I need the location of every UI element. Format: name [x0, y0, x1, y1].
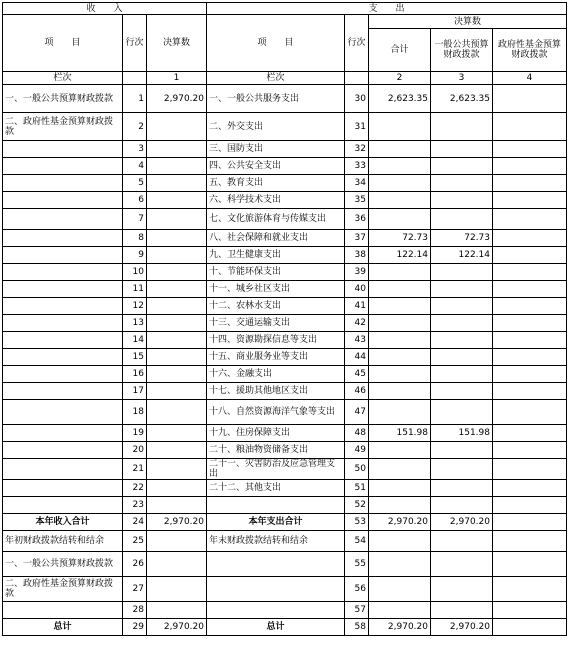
expenditure-item-cell: 十七、援助其他地区支出 [207, 383, 345, 400]
income-item-header: 项 目 [3, 15, 123, 72]
expenditure-line-cell: 33 [345, 158, 369, 175]
expenditure-line-cell: 44 [345, 349, 369, 366]
income-line-cell: 20 [123, 442, 147, 459]
expenditure-general-cell: 72.73 [431, 230, 493, 247]
income-line-cell: 13 [123, 315, 147, 332]
expenditure-fund-cell [493, 192, 567, 209]
expenditure-general-cell [431, 400, 493, 425]
expenditure-item-cell: 年末财政拨款结转和结余 [207, 531, 345, 552]
expenditure-fund-cell [493, 619, 567, 636]
income-item-cell [3, 425, 123, 442]
income-amount-cell [147, 264, 207, 281]
income-amount-cell: 2,970.20 [147, 85, 207, 113]
income-line-cell: 3 [123, 141, 147, 158]
expenditure-line-cell: 58 [345, 619, 369, 636]
expenditure-item-cell: 十八、自然资源海洋气象等支出 [207, 400, 345, 425]
income-item-cell [3, 315, 123, 332]
income-line-cell: 24 [123, 514, 147, 531]
income-amount-cell [147, 298, 207, 315]
expenditure-line-cell: 55 [345, 552, 369, 577]
column-index-row [3, 72, 567, 85]
expenditure-item-cell: 二、外交支出 [207, 113, 345, 141]
income-final-header: 决算数 [147, 15, 207, 72]
expenditure-general-cell [431, 332, 493, 349]
expenditure-item-cell: 十一、城乡社区支出 [207, 281, 345, 298]
expenditure-fund-cell [493, 400, 567, 425]
expenditure-item-cell: 四、公共安全支出 [207, 158, 345, 175]
expenditure-total-cell [369, 281, 431, 298]
expenditure-total-cell: 2,970.20 [369, 514, 431, 531]
expenditure-line-cell: 50 [345, 459, 369, 480]
income-amount-cell [147, 383, 207, 400]
expenditure-total-cell [369, 383, 431, 400]
income-item-cell [3, 366, 123, 383]
expenditure-total-cell [369, 315, 431, 332]
income-item-cell [3, 175, 123, 192]
expenditure-line-cell: 34 [345, 175, 369, 192]
expenditure-final-header: 决算数 [369, 15, 567, 29]
expenditure-item-cell [207, 577, 345, 602]
income-line-cell: 11 [123, 281, 147, 298]
table-row [3, 619, 567, 636]
expenditure-fund-cell [493, 315, 567, 332]
expenditure-general-cell [431, 298, 493, 315]
expenditure-total-cell [369, 264, 431, 281]
expenditure-line-cell: 56 [345, 577, 369, 602]
column-index-label: 栏次 [207, 72, 345, 85]
income-amount-cell [147, 209, 207, 230]
income-amount-cell [147, 366, 207, 383]
expenditure-general-cell: 2,970.20 [431, 619, 493, 636]
expenditure-line-cell: 31 [345, 113, 369, 141]
table-row [3, 85, 567, 113]
expenditure-total-cell [369, 497, 431, 514]
table-row [3, 442, 567, 459]
income-line-cell: 29 [123, 619, 147, 636]
income-amount-cell [147, 480, 207, 497]
expenditure-line-cell: 48 [345, 425, 369, 442]
expenditure-item-cell: 三、国防支出 [207, 141, 345, 158]
income-amount-cell [147, 113, 207, 141]
income-item-cell [3, 281, 123, 298]
income-amount-cell [147, 315, 207, 332]
expenditure-general-cell [431, 141, 493, 158]
income-line-cell: 12 [123, 298, 147, 315]
expenditure-total-cell: 72.73 [369, 230, 431, 247]
income-item-cell [3, 497, 123, 514]
expenditure-fund-cell [493, 264, 567, 281]
table-row [3, 315, 567, 332]
income-amount-cell [147, 497, 207, 514]
expenditure-item-cell: 二十二、其他支出 [207, 480, 345, 497]
expenditure-total-cell [369, 332, 431, 349]
expenditure-fund-cell [493, 158, 567, 175]
income-amount-cell [147, 459, 207, 480]
expenditure-fund-cell [493, 602, 567, 619]
expenditure-general-cell [431, 158, 493, 175]
expenditure-line-cell: 42 [345, 315, 369, 332]
income-item-cell: 二、政府性基金预算财政拨款 [3, 113, 123, 141]
expenditure-item-cell [207, 497, 345, 514]
income-item-cell: 二、政府性基金预算财政拨款 [3, 577, 123, 602]
income-amount-cell [147, 602, 207, 619]
expenditure-total-cell [369, 552, 431, 577]
income-section-header: 收 入 [3, 3, 207, 15]
expenditure-total-cell [369, 366, 431, 383]
expenditure-general-cell [431, 602, 493, 619]
income-line-cell: 2 [123, 113, 147, 141]
expenditure-total-cell [369, 480, 431, 497]
income-line-cell: 28 [123, 602, 147, 619]
table-row [3, 175, 567, 192]
expenditure-fund-cell [493, 442, 567, 459]
expenditure-item-cell: 九、卫生健康支出 [207, 247, 345, 264]
expenditure-line-cell: 53 [345, 514, 369, 531]
expenditure-general-cell: 122.14 [431, 247, 493, 264]
expenditure-line-cell: 46 [345, 383, 369, 400]
expenditure-total-cell: 2,970.20 [369, 619, 431, 636]
expenditure-fund-cell [493, 247, 567, 264]
income-item-cell: 年初财政拨款结转和结余 [3, 531, 123, 552]
expenditure-fund-cell [493, 514, 567, 531]
income-line-cell: 23 [123, 497, 147, 514]
expenditure-fund-cell [493, 298, 567, 315]
income-amount-cell [147, 349, 207, 366]
expenditure-item-cell: 一、一般公共服务支出 [207, 85, 345, 113]
expenditure-general-cell [431, 497, 493, 514]
table-row [3, 230, 567, 247]
expenditure-fund-cell [493, 230, 567, 247]
income-line-cell: 10 [123, 264, 147, 281]
expenditure-general-cell [431, 531, 493, 552]
fund-budget-column-header: 政府性基金预算财政拨款 [493, 29, 567, 72]
expenditure-line-header: 行次 [345, 15, 369, 72]
expenditure-total-cell [369, 442, 431, 459]
expenditure-line-cell: 41 [345, 298, 369, 315]
expenditure-fund-cell [493, 497, 567, 514]
income-item-cell: 总计 [3, 619, 123, 636]
income-item-cell [3, 247, 123, 264]
expenditure-general-cell [431, 175, 493, 192]
table-row [3, 514, 567, 531]
table-row [3, 602, 567, 619]
income-line-cell: 7 [123, 209, 147, 230]
expenditure-fund-cell [493, 552, 567, 577]
expenditure-line-cell: 37 [345, 230, 369, 247]
expenditure-total-cell [369, 209, 431, 230]
expenditure-general-cell [431, 264, 493, 281]
column-index-cell [345, 72, 369, 85]
column-index-cell: 1 [147, 72, 207, 85]
table-row [3, 141, 567, 158]
income-line-cell: 9 [123, 247, 147, 264]
income-item-cell [3, 298, 123, 315]
table-row [3, 281, 567, 298]
expenditure-item-cell: 十二、农林水支出 [207, 298, 345, 315]
expenditure-total-cell [369, 459, 431, 480]
expenditure-line-cell: 54 [345, 531, 369, 552]
income-item-cell [3, 192, 123, 209]
expenditure-total-cell [369, 400, 431, 425]
expenditure-line-cell: 51 [345, 480, 369, 497]
income-line-cell: 4 [123, 158, 147, 175]
final-accounts-table [2, 2, 567, 636]
income-amount-cell [147, 175, 207, 192]
income-line-cell: 14 [123, 332, 147, 349]
expenditure-total-cell [369, 192, 431, 209]
expenditure-general-cell [431, 349, 493, 366]
table-row [3, 192, 567, 209]
income-line-header: 行次 [123, 15, 147, 72]
expenditure-fund-cell [493, 349, 567, 366]
expenditure-item-cell: 五、教育支出 [207, 175, 345, 192]
income-item-cell [3, 209, 123, 230]
column-index-cell [123, 72, 147, 85]
expenditure-line-cell: 32 [345, 141, 369, 158]
expenditure-item-cell: 七、文化旅游体育与传媒支出 [207, 209, 345, 230]
income-amount-cell [147, 230, 207, 247]
income-item-cell [3, 141, 123, 158]
income-amount-cell [147, 332, 207, 349]
expenditure-item-cell: 八、社会保障和就业支出 [207, 230, 345, 247]
expenditure-fund-cell [493, 332, 567, 349]
expenditure-total-cell [369, 158, 431, 175]
income-item-cell [3, 442, 123, 459]
expenditure-fund-cell [493, 366, 567, 383]
table-row [3, 459, 567, 480]
expenditure-item-cell: 二十、粮油物资储备支出 [207, 442, 345, 459]
income-amount-cell [147, 247, 207, 264]
expenditure-total-cell [369, 175, 431, 192]
income-amount-cell [147, 442, 207, 459]
column-index-cell: 4 [493, 72, 567, 85]
expenditure-total-cell [369, 113, 431, 141]
income-amount-cell: 2,970.20 [147, 619, 207, 636]
expenditure-general-cell [431, 281, 493, 298]
income-line-cell: 17 [123, 383, 147, 400]
income-item-cell [3, 349, 123, 366]
expenditure-total-cell: 151.98 [369, 425, 431, 442]
table-row [3, 497, 567, 514]
column-index-label: 栏次 [3, 72, 123, 85]
expenditure-item-cell: 二十一、灾害防治及应急管理支出 [207, 459, 345, 480]
income-amount-cell [147, 192, 207, 209]
expenditure-item-cell: 十五、商业服务业等支出 [207, 349, 345, 366]
income-line-cell: 27 [123, 577, 147, 602]
income-item-cell: 一、一般公共预算财政拨款 [3, 552, 123, 577]
expenditure-fund-cell [493, 577, 567, 602]
expenditure-line-cell: 47 [345, 400, 369, 425]
income-amount-cell [147, 577, 207, 602]
column-index-cell: 2 [369, 72, 431, 85]
table-row [3, 264, 567, 281]
table-row [3, 247, 567, 264]
income-line-cell: 22 [123, 480, 147, 497]
income-amount-cell [147, 400, 207, 425]
expenditure-line-cell: 52 [345, 497, 369, 514]
income-item-cell [3, 230, 123, 247]
expenditure-fund-cell [493, 459, 567, 480]
income-line-cell: 8 [123, 230, 147, 247]
table-row [3, 113, 567, 141]
expenditure-total-cell [369, 349, 431, 366]
expenditure-item-cell [207, 552, 345, 577]
table-row [3, 531, 567, 552]
expenditure-fund-cell [493, 113, 567, 141]
expenditure-line-cell: 57 [345, 602, 369, 619]
table-row [3, 158, 567, 175]
expenditure-total-cell [369, 602, 431, 619]
expenditure-fund-cell [493, 281, 567, 298]
income-amount-cell [147, 281, 207, 298]
expenditure-item-cell: 六、科学技术支出 [207, 192, 345, 209]
table-head [3, 3, 567, 85]
income-item-cell: 一、一般公共预算财政拨款 [3, 85, 123, 113]
income-item-cell [3, 480, 123, 497]
income-amount-cell [147, 531, 207, 552]
expenditure-line-cell: 40 [345, 281, 369, 298]
income-line-cell: 18 [123, 400, 147, 425]
table-row [3, 577, 567, 602]
table-row [3, 400, 567, 425]
expenditure-general-cell [431, 366, 493, 383]
expenditure-line-cell: 36 [345, 209, 369, 230]
income-line-cell: 25 [123, 531, 147, 552]
expenditure-item-cell: 十三、交通运输支出 [207, 315, 345, 332]
expenditure-item-cell: 十六、金融支出 [207, 366, 345, 383]
expenditure-general-cell [431, 192, 493, 209]
expenditure-line-cell: 30 [345, 85, 369, 113]
expenditure-total-cell [369, 577, 431, 602]
expenditure-fund-cell [493, 480, 567, 497]
expenditure-total-cell [369, 531, 431, 552]
expenditure-line-cell: 38 [345, 247, 369, 264]
table-row [3, 332, 567, 349]
expenditure-line-cell: 35 [345, 192, 369, 209]
income-line-cell: 15 [123, 349, 147, 366]
expenditure-general-cell [431, 552, 493, 577]
expenditure-general-cell [431, 315, 493, 332]
income-amount-cell [147, 552, 207, 577]
expenditure-general-cell: 151.98 [431, 425, 493, 442]
table-row [3, 349, 567, 366]
income-line-cell: 21 [123, 459, 147, 480]
column-index-cell: 3 [431, 72, 493, 85]
expenditure-line-cell: 45 [345, 366, 369, 383]
general-budget-column-header: 一般公共预算财政拨款 [431, 29, 493, 72]
table-row [3, 425, 567, 442]
table-row [3, 480, 567, 497]
expenditure-fund-cell [493, 425, 567, 442]
income-amount-cell [147, 158, 207, 175]
income-item-cell [3, 383, 123, 400]
expenditure-general-cell: 2,623.35 [431, 85, 493, 113]
expenditure-general-cell [431, 480, 493, 497]
expenditure-fund-cell [493, 531, 567, 552]
table-row [3, 298, 567, 315]
expenditure-general-cell [431, 113, 493, 141]
income-amount-cell [147, 425, 207, 442]
expenditure-fund-cell [493, 209, 567, 230]
expenditure-total-cell: 2,623.35 [369, 85, 431, 113]
table-body [3, 85, 567, 636]
expenditure-item-cell [207, 602, 345, 619]
expenditure-total-cell [369, 141, 431, 158]
expenditure-general-cell [431, 577, 493, 602]
table-row [3, 552, 567, 577]
income-item-cell [3, 400, 123, 425]
table-row [3, 366, 567, 383]
table-row [3, 209, 567, 230]
expenditure-item-cell: 总计 [207, 619, 345, 636]
expenditure-general-cell [431, 383, 493, 400]
income-line-cell: 26 [123, 552, 147, 577]
income-line-cell: 19 [123, 425, 147, 442]
expenditure-total-cell: 122.14 [369, 247, 431, 264]
income-line-cell: 16 [123, 366, 147, 383]
income-line-cell: 1 [123, 85, 147, 113]
income-amount-cell: 2,970.20 [147, 514, 207, 531]
income-line-cell: 5 [123, 175, 147, 192]
expenditure-section-header: 支 出 [207, 3, 567, 15]
expenditure-total-cell [369, 298, 431, 315]
expenditure-general-cell [431, 442, 493, 459]
expenditure-fund-cell [493, 141, 567, 158]
expenditure-fund-cell [493, 175, 567, 192]
expenditure-item-cell: 本年支出合计 [207, 514, 345, 531]
expenditure-general-cell [431, 209, 493, 230]
income-item-cell [3, 158, 123, 175]
income-item-cell [3, 459, 123, 480]
income-item-cell [3, 264, 123, 281]
expenditure-line-cell: 43 [345, 332, 369, 349]
expenditure-fund-cell [493, 85, 567, 113]
expenditure-item-cell: 十、节能环保支出 [207, 264, 345, 281]
income-line-cell: 6 [123, 192, 147, 209]
expenditure-item-cell: 十九、住房保障支出 [207, 425, 345, 442]
expenditure-line-cell: 39 [345, 264, 369, 281]
expenditure-item-cell: 十四、资源勘探信息等支出 [207, 332, 345, 349]
income-item-cell: 本年收入合计 [3, 514, 123, 531]
income-item-cell [3, 332, 123, 349]
income-item-cell [3, 602, 123, 619]
expenditure-general-cell: 2,970.20 [431, 514, 493, 531]
expenditure-item-header: 项 目 [207, 15, 345, 72]
total-column-header: 合计 [369, 29, 431, 72]
expenditure-general-cell [431, 459, 493, 480]
table-row [3, 383, 567, 400]
income-amount-cell [147, 141, 207, 158]
expenditure-line-cell: 49 [345, 442, 369, 459]
expenditure-fund-cell [493, 383, 567, 400]
